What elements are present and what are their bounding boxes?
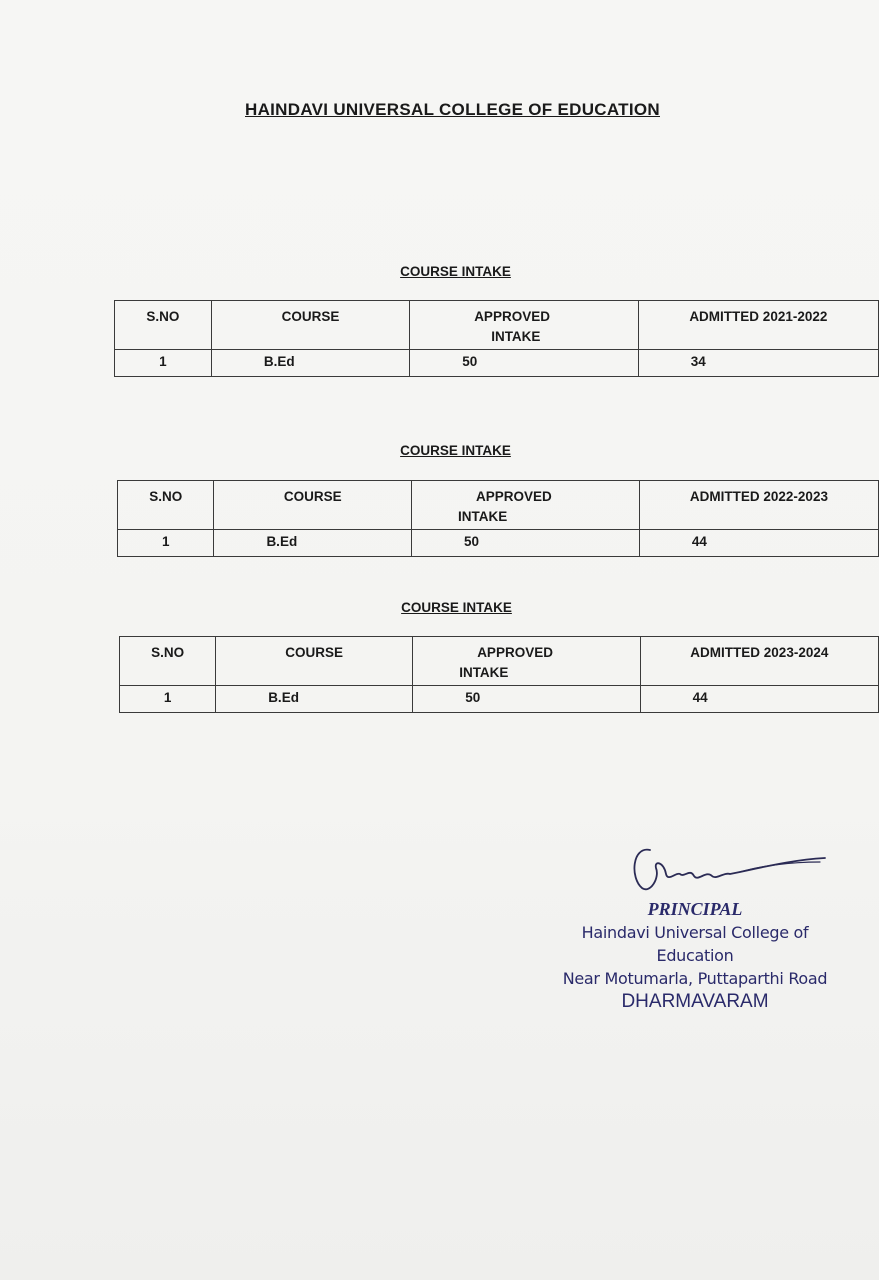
cell-course: B.Ed [214, 530, 412, 557]
cell-admitted: 34 [638, 350, 878, 377]
principal-signature [620, 838, 840, 898]
header-approved-line2: INTAKE [457, 509, 508, 524]
header-admitted: ADMITTED 2023-2024 [640, 637, 878, 686]
header-sno: S.NO [115, 301, 212, 350]
header-approved-line1: APPROVED [475, 489, 552, 504]
table-row [115, 350, 879, 377]
header-course: COURSE [216, 637, 413, 686]
stamp-line-address: Near Motumarla, Puttaparthi Road [562, 969, 828, 988]
cell-approved: 50 [410, 350, 639, 377]
section-heading: COURSE INTAKE [401, 600, 512, 615]
cell-sno: 1 [120, 686, 216, 713]
header-approved-line1: APPROVED [477, 645, 553, 660]
header-course: COURSE [214, 481, 412, 530]
cell-approved: 50 [411, 530, 639, 557]
header-admitted: ADMITTED 2022-2023 [639, 481, 878, 530]
section-heading: COURSE INTAKE [400, 264, 511, 279]
cell-admitted: 44 [640, 686, 878, 713]
header-approved-intake [410, 301, 639, 350]
cell-sno: 1 [115, 350, 212, 377]
header-approved-intake [413, 637, 640, 686]
section-heading: COURSE INTAKE [400, 443, 511, 458]
table-row [118, 530, 879, 557]
header-admitted: ADMITTED 2021-2022 [638, 301, 878, 350]
cell-sno: 1 [118, 530, 214, 557]
header-approved-line1: APPROVED [474, 309, 550, 324]
table-row [120, 686, 879, 713]
table-header-row [120, 637, 879, 686]
cell-course: B.Ed [216, 686, 413, 713]
principal-stamp [545, 898, 845, 1013]
intake-table [114, 300, 879, 377]
cell-approved: 50 [413, 686, 640, 713]
stamp-line-city: DHARMAVARAM [621, 991, 769, 1012]
header-approved-line2: INTAKE [491, 329, 541, 344]
cell-admitted: 44 [639, 530, 878, 557]
stamp-line-college: Haindavi Universal College of Education [581, 923, 809, 965]
header-sno: S.NO [120, 637, 216, 686]
intake-table [119, 636, 879, 713]
header-sno: S.NO [118, 481, 214, 530]
header-approved-intake [411, 481, 639, 530]
stamp-title: PRINCIPAL [647, 899, 743, 919]
header-approved-line2: INTAKE [459, 665, 509, 680]
table-header-row [118, 481, 879, 530]
table-header-row [115, 301, 879, 350]
header-course: COURSE [211, 301, 409, 350]
cell-course: B.Ed [211, 350, 409, 377]
document-title: HAINDAVI UNIVERSAL COLLEGE OF EDUCATION [245, 100, 660, 119]
intake-table [117, 480, 879, 557]
